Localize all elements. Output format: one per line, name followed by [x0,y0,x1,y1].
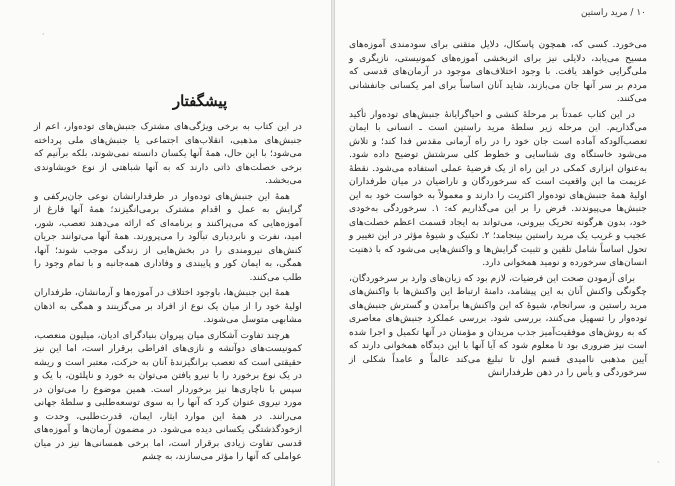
chapter-title: پیشگفتار [172,92,228,110]
left-page-body [34,120,302,466]
left-page [0,0,333,486]
paragraph: همهٔ این جنبش‌ها، باوجود اختلاف در آموزه‌ها و آرمانشان، طرفداران اولیهٔ خود را از میان یک نوع از افراد بر می‌گزینند و همگی به اذهان مشابهی متوسل می‌شوند. [34,287,302,325]
paragraph: در این کتاب به برخی ویژگی‌های مشترک جنبش‌های توده‌وار، اعم از جنبش‌های مذهبی، انقلاب‌های اجتماعی یا جنبش‌های ملی پرداخته می‌شود؛ با این حال، همهٔ آنها یکسان دانسته نمی‌شوند، بلکه برآنیم که برخی خصلت‌های ذاتی دارند که به آنها شباهتی از نوع خویشاوندی می‌بخشد. [34,121,302,186]
corner-mark: · [657,458,660,467]
running-head: ۱۰ / مرید راستین [581,8,646,18]
paragraph: هرچند تفاوت آشکاری میان پیروان بنیادگرای ادیان، میلیون منعصب، کمونیست‌های دوآتشه و نازی‌های افراطی برقرار است، اما این نیز حقیقتی است که تعصب برانگیزندهٔ آنان به حرکت، معتبر است و ریشه در یک نوع برخورد را با نیرو یافتن می‌توان به خورد و ناپلئون، با یک و سپس با ناچاری‌ها نیز برخوردار است. همین موضوع را می‌توان در مورد نیروی عنوان کرد که آنها را به سوی توسعه‌طلبی و سلطهٔ جهانی می‌رانند. در همهٔ این موارد ایثار، ایمان، قدرت‌طلبی، وحدت و ازخودگذشتگی یکسانی دیده می‌شود. در مضمون آرمان‌ها و آموزه‌های قدسی تفاوت زیادی برقرار است، اما برخی همسانی‌ها نیز در میان عواملی که آنها را مؤثر می‌سازند، به چشم [34,329,302,462]
right-page-body [349,38,647,382]
paragraph: می‌خورد. کسی که، همچون پاسکال، دلایل متقنی برای سودمندی آموزه‌های مسیح می‌یابد، دلایلی نیز برای اثربخشی آموزه‌های کمونیستی، نازیگری و ملی‌گرایی خواهد یافت. با وجود اختلاف‌های موجود در آرمان‌های قدسی که مردم بر سر آنها جان می‌بازند، شاید آنان اساساً برای امر یکسانی جانفشانی می‌کنند. [349,39,647,104]
paragraph: همهٔ این جنبش‌های توده‌وار در طرفدارانشان نوعی جان‌بر‌کفی و گرایش به عمل و اقدام مشترک برمی‌انگیزند؛ همهٔ آنها فارغ از آموزه‌هایی که می‌پراکنند و برنامه‌ای که ارائه می‌دهند تعصب، شور، امید، نفرت و نابردباری تبآلود را می‌پرورند. همهٔ آنها می‌توانند جریان کنش‌های نیرومندی را در بخش‌هایی از زندگی موجب شوند؛ آنها، همگی، به ایمان کور و پایبندی و وفاداری همه‌جانبه و با تمام وجود را طلب می‌کنند. [34,190,302,283]
right-page [334,0,675,486]
paragraph: برای آزمودن صحت این فرضیات، لازم بود که زیان‌های وارد بر سرخوردگان، چگونگی واکنش آنان به این پیشامد، دامنهٔ ارتباط این واکنش‌ها با واکنش‌های مرید راستین و، سرانجام، شیوهٔ که این واکنش‌ها برآمدن و گسترش جنبش‌های توده‌وار را تسهیل می‌کنند، بررسی شود. بررسی عملکرد جنبش‌های معاصری که به روش‌های موفقیت‌آمیز جذب مریدان و مؤمنان در آنها تکمیل و اجرا شده است نیز ضروری بود تا معلوم شود که آیا آنها با این دیدگاه همخوانی دارند که آیین مذهبی ناامیدی قسم اول تا تبلیغ می‌کند عالماً و عامداً شکلی از سرخوردگی و یأس را در ذهن طرفدارانش [349,272,647,378]
paragraph: در این کتاب عمدتاً بر مرحلهٔ کنشی و احیاگرایانهٔ جنبش‌های توده‌وار تأکید می‌گذاریم. این مرحله زیر سلطهٔ مرید راستین است ـ انسانی با ایمان تعصب‌آلودکه آماده است جان خود را در راه آرمانی مقدس فدا کند؛ و تلاش می‌شود خاستگاه وی شناسایی و خطوط کلی سرشتش توضیح داده شود. به‌عنوان ابزاری کمکی در این راه از یک فرضیهٔ عملی استفاده می‌شود. نقطهٔ عزیمت ما این واقعیت است که سرخوردگان و ناراضیان در میان طرفداران اولیهٔ همهٔ جنبش‌های توده‌وار اکثریت را دارند و معمولاً به خواست خود به این جنبش‌ها می‌پیوندند. فرض را بر این می‌گذاریم که: ۱. سرخوردگی به‌خودی خود، بدون هرگونه تحریک بیرونی، می‌تواند به ایجاد قسمت اعظم خصلت‌های عجیب و غریب یک مرید راستین بینجامد؛ ۲. تکنیک و شیوهٔ مؤثر در این تغییر و تحول اساساً شامل تلقین و تثبیت گرایش‌ها و واکنش‌هایی می‌شود که با ذهنیت انسان‌های سرخورده و نومید همخوانی دارد. [349,108,647,268]
corner-mark: · [42,30,45,39]
